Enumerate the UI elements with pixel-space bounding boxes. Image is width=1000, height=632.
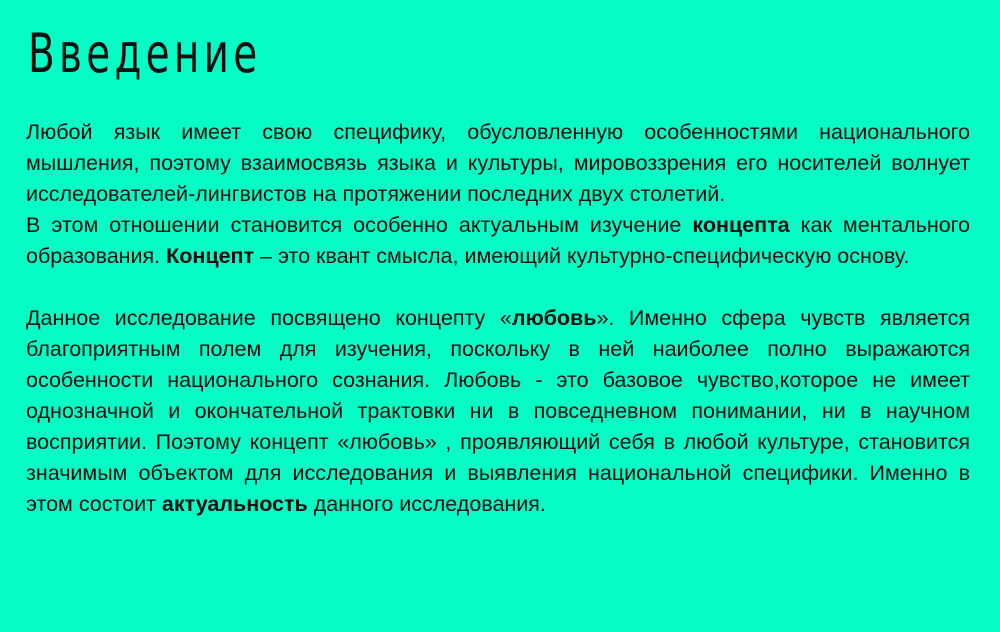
text-span: В этом отношении становится особенно актуальным изучение	[26, 213, 693, 237]
slide-title: Введение	[28, 22, 262, 85]
bold-term-concept: концепта	[692, 213, 790, 237]
text-span: данного исследования.	[307, 492, 546, 516]
text-span: Данное исследование посвящено концепту «	[26, 306, 512, 330]
paragraph-intro: Любой язык имеет свою специфику, обусловленную особенностями национального мышления, поэтому взаимосвязь языка и культуры, мировоззрения его носителей волнует исследователей-лингвистов на протяжении последних двух столетий.	[26, 120, 970, 206]
paragraph-research	[26, 303, 970, 520]
bold-term-relevance: актуальность	[161, 492, 308, 516]
slide-body	[26, 117, 970, 520]
text-span: как ментального образования.	[26, 213, 970, 268]
text-span: ». Именно сфера чувств является благоприятным полем для изучения, поскольку в ней наиболее полно выражаются особенности национального сознания. Любовь - это базовое чувство,которое не имеет однозначной и окончательной трактовки ни в повседневном понимании, ни в научном восприятии. Поэтому концепт «любовь» , проявляющий себя в любой культуре, становится значимым объектом для исследования и выявления национальной специфики. Именно в этом состоит	[26, 306, 971, 516]
paragraph-concept	[26, 210, 970, 272]
bold-term-love: любовь	[511, 306, 597, 330]
paragraph-spacer	[26, 272, 970, 303]
text-span: – это квант смысла, имеющий культурно-специфическую основу.	[254, 244, 910, 268]
bold-term-concept-definition: Концепт	[166, 244, 255, 268]
